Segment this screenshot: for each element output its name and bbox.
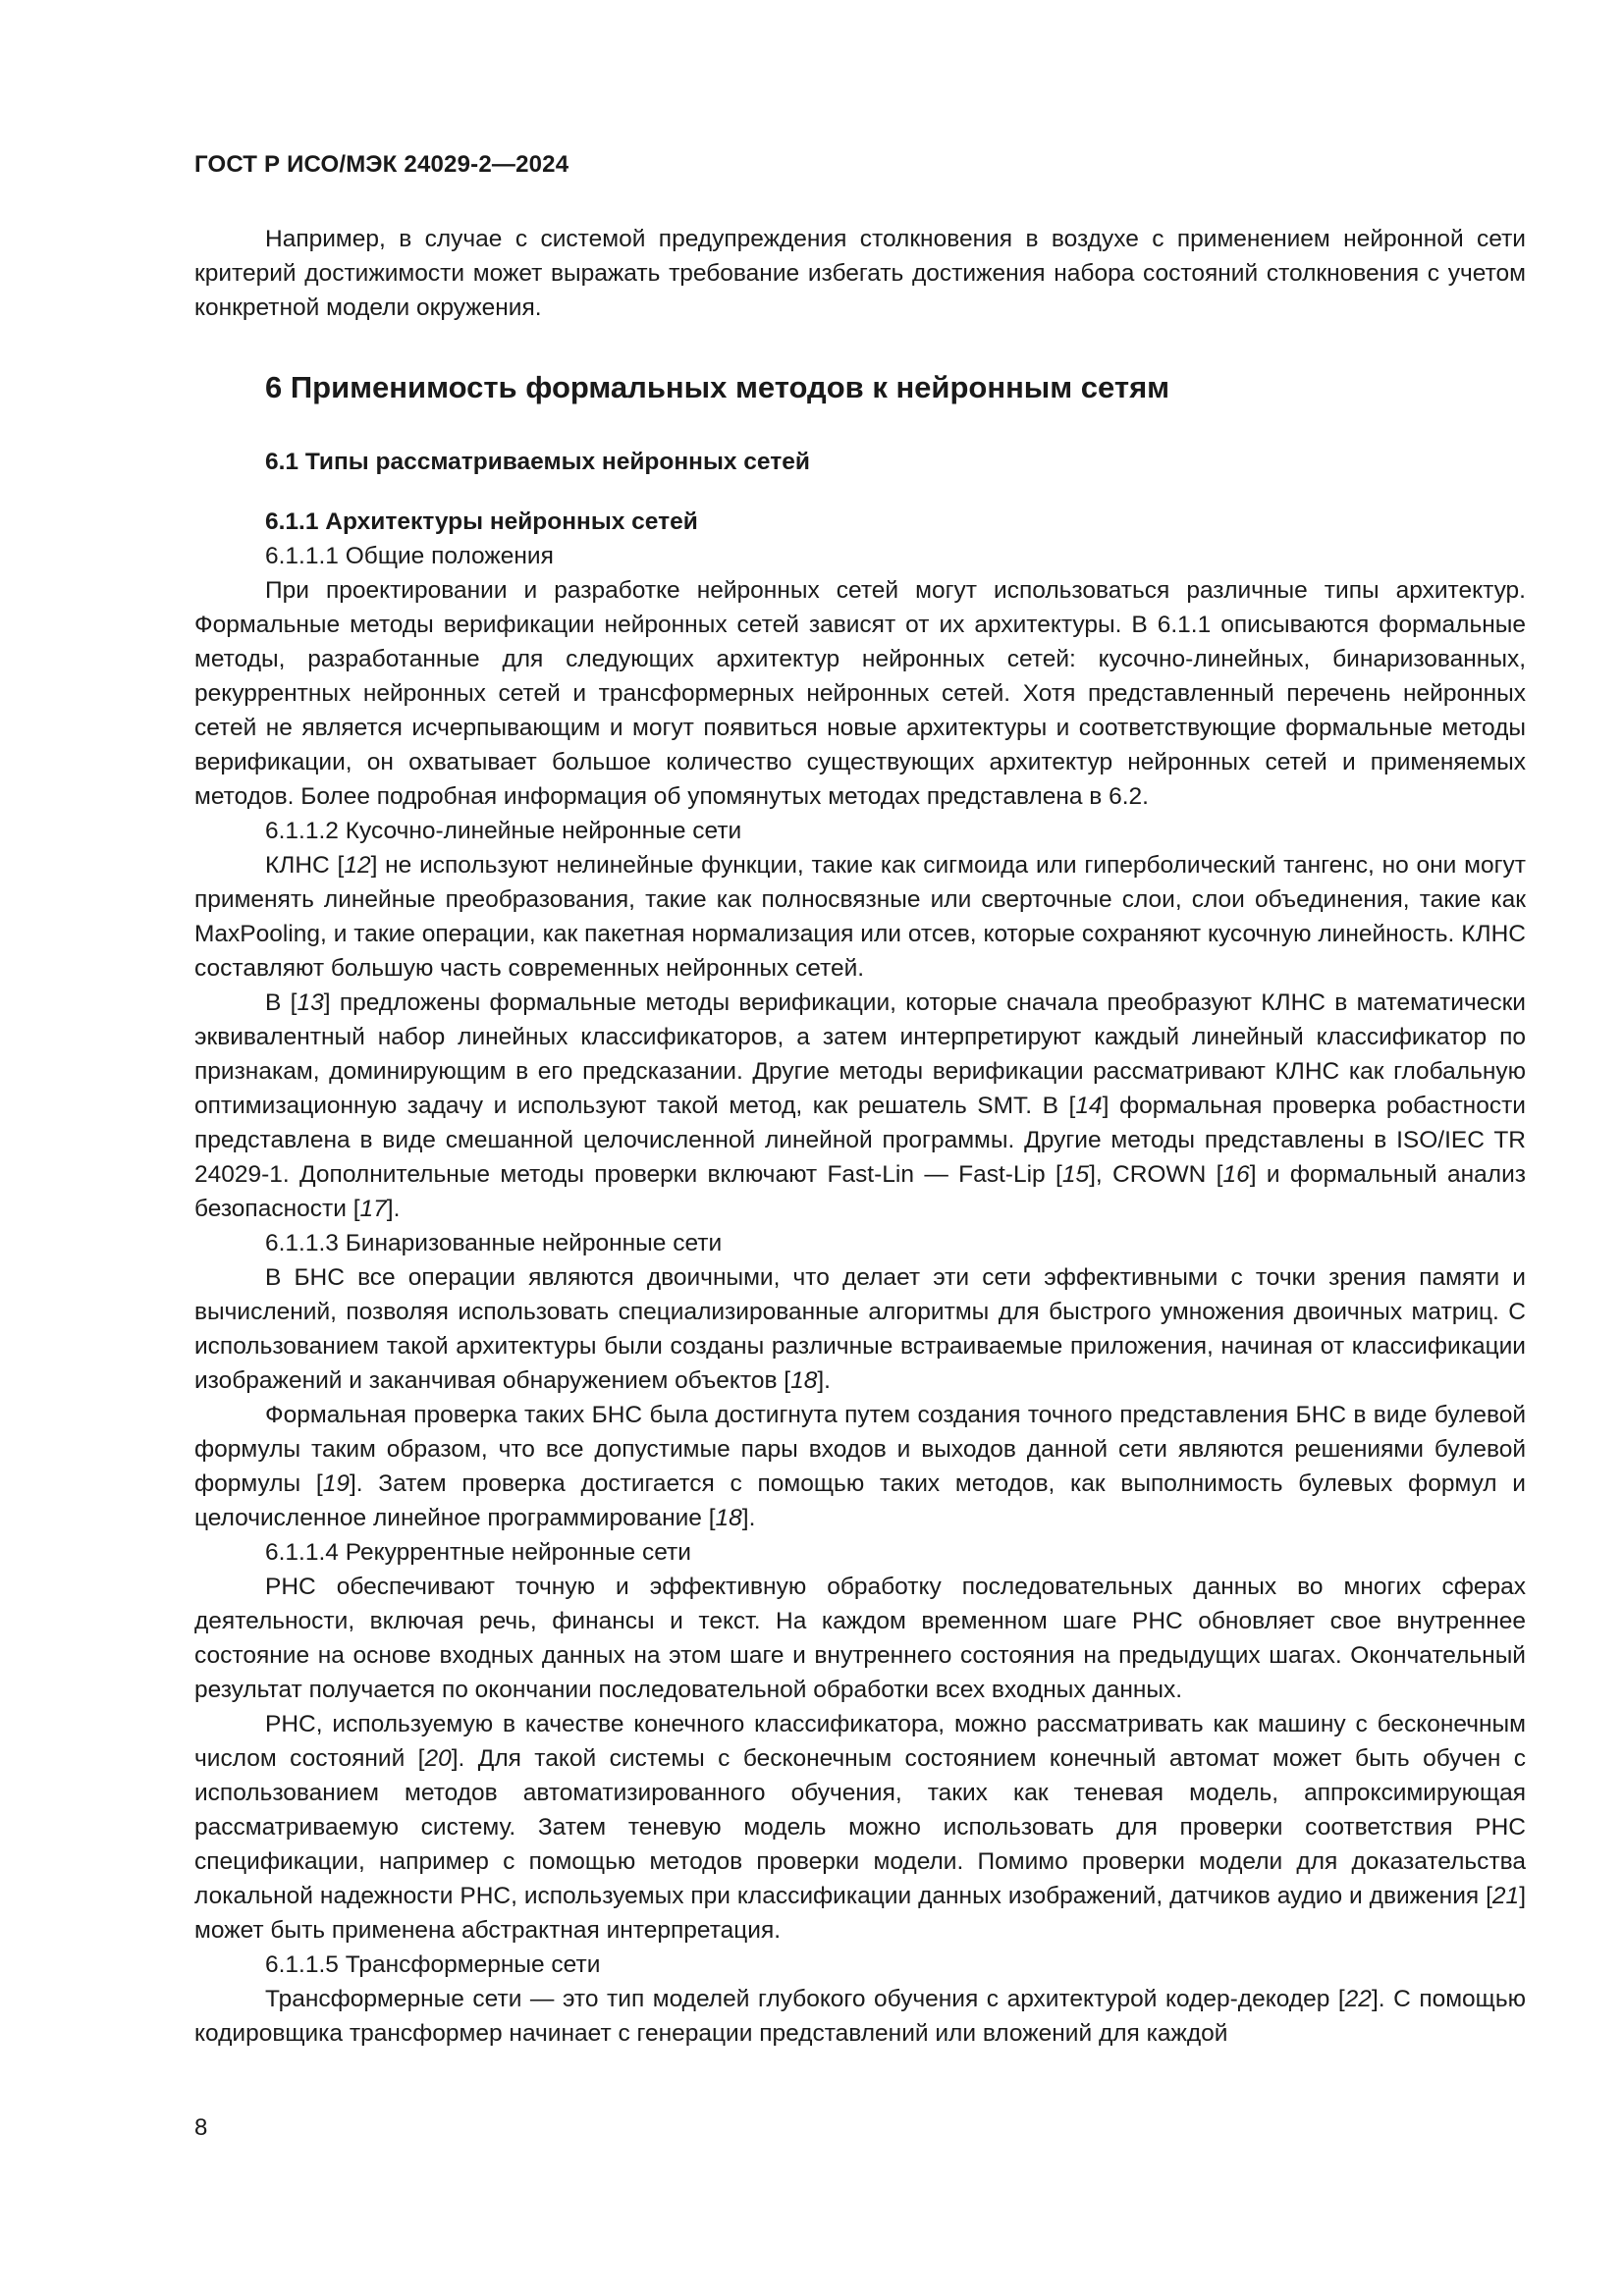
paragraph-text: Формальная проверка таких БНС была достигнута путем создания точного представления БНС в виде булевой формулы таким образом, что все допустимые пары входов и выходов данной сети являются решениями булевой формулы [	[194, 1402, 1526, 1497]
reference-number: 19	[322, 1470, 350, 1497]
clause-paragraph	[194, 986, 1526, 1226]
paragraph-text: ], CROWN [	[1089, 1161, 1223, 1188]
paragraph-text: При проектировании и разработке нейронных сетей могут использоваться различные типы архитектур. Формальные методы верификации нейронных сетей зависят от их архитектуры. В 6.1.1 описываются формальные методы, разработанные для следующих архитектур нейронных сетей: кусочно-линейных, бинаризованных, рекуррентных нейронных сетей и трансформерных нейронных сетей. Хотя представленный перечень нейронных сетей не является исчерпывающим и могут появиться новые архитектуры и соответствующие формальные методы верификации, он охватывает большое количество существующих архитектур нейронных сетей и применяемых методов. Более подробная информация об упомянутых методах представлена в 6.2.	[194, 577, 1526, 810]
paragraph-text: В [	[265, 989, 298, 1016]
clause-heading: 6.1.1.4 Рекуррентные нейронные сети	[265, 1539, 691, 1566]
paragraph-text: ] не используют нелинейные функции, такие как сигмоида или гиперболический тангенс, но они могут применять линейные преобразования, такие как полносвязные или сверточные слои, слои объединения, такие как MaxPooling, и такие операции, как пакетная нормализация или отсев, которые сохраняют кусочную линейность. КЛНС составляют большую часть современных нейронных сетей.	[194, 852, 1526, 982]
paragraph-text: ].	[817, 1367, 831, 1394]
clause-heading: 6.1.1.3 Бинаризованные нейронные сети	[265, 1230, 723, 1256]
paragraph-text: ] и формальный анализ безопасности [	[194, 1161, 1526, 1222]
subsubsection-title: 6.1.1 Архитектуры нейронных сетей	[265, 508, 698, 535]
clause-heading: 6.1.1.2 Кусочно-линейные нейронные сети	[265, 818, 742, 844]
paragraph-text: ] формальная проверка робастности представлена в виде смешанной целочисленной линейной программы. Другие методы представлены в ISO/IEC TR 24029-1. Дополнительные методы проверки включают Fast-Lin — Fast-Lip [	[194, 1093, 1526, 1188]
paragraph-text: ]. Затем проверка достигается с помощью таких методов, как выполнимость булевых формул и целочисленное линейное программирование [	[194, 1470, 1526, 1531]
section-title: 6 Применимость формальных методов к нейронным сетям	[265, 370, 1170, 404]
page-content	[194, 222, 1526, 2051]
paragraph-text: ]. Для такой системы с бесконечным состоянием конечный автомат может быть обучен с использованием методов автоматизированного обучения, таких как теневая модель, аппроксимирующая рассматриваемую систему. Затем теневую модель можно использовать для проверки соответствия РНС спецификации, например с помощью методов проверки модели. Помимо проверки модели для доказательства локальной надежности РНС, используемых при классификации данных изображений, датчиков аудио и движения [	[194, 1745, 1526, 1909]
paragraph-text: ] предложены формальные методы верификации, которые сначала преобразуют КЛНС в математически эквивалентный набор линейных классификаторов, а затем интерпретируют каждый линейный классификатор по признакам, доминирующим в его предсказании. Другие методы верификации рассматривают КЛНС как глобальную оптимизационную задачу и используют такой метод, как решатель SMT. В [	[194, 989, 1526, 1119]
reference-number: 17	[359, 1196, 387, 1222]
clause-paragraph	[194, 848, 1526, 986]
paragraph-text: ].	[386, 1196, 401, 1222]
clause-heading: 6.1.1.1 Общие положения	[265, 543, 554, 569]
reference-number: 21	[1491, 1883, 1520, 1909]
standard-header: ГОСТ Р ИСО/МЭК 24029-2—2024	[194, 151, 569, 178]
clause-paragraph	[194, 1398, 1526, 1535]
clause-list	[194, 539, 1526, 2051]
reference-number: 16	[1222, 1161, 1250, 1188]
clause-paragraph	[194, 1982, 1526, 2051]
clause-paragraph	[194, 573, 1526, 814]
reference-number: 13	[297, 989, 324, 1016]
subsection-title: 6.1 Типы рассматриваемых нейронных сетей	[265, 449, 810, 475]
paragraph-text: ]. С помощью кодировщика трансформер начинает с генерации представлений или вложений для каждой	[194, 1986, 1526, 2047]
intro-paragraph: Например, в случае с системой предупреждения столкновения в воздухе с применением нейронной сети критерий достижимости может выражать требование избегать достижения набора состояний столкновения с учетом конкретной модели окружения.	[194, 226, 1526, 321]
paragraph-text: Трансформерные сети — это тип моделей глубокого обучения с архитектурой кодер-декодер [	[265, 1986, 1345, 2012]
clause-heading: 6.1.1.5 Трансформерные сети	[265, 1951, 601, 1978]
clause-paragraph	[194, 1570, 1526, 1707]
reference-number: 12	[344, 852, 371, 879]
clause-paragraph	[194, 1260, 1526, 1398]
paragraph-text: РНС обеспечивают точную и эффективную обработку последовательных данных во многих сферах деятельности, включая речь, финансы и текст. На каждом временном шаге РНС обновляет свое внутреннее состояние на основе входных данных на этом шаге и внутреннего состояния на предыдущих шагах. Окончательный результат получается по окончании последовательной обработки всех входных данных.	[194, 1574, 1526, 1703]
reference-number: 14	[1075, 1093, 1103, 1119]
clause-paragraph	[194, 1707, 1526, 1948]
reference-number: 15	[1061, 1161, 1090, 1188]
paragraph-text: КЛНС [	[265, 852, 345, 879]
paragraph-text: ].	[741, 1505, 756, 1531]
paragraph-text: В БНС все операции являются двоичными, что делает эти сети эффективными с точки зрения памяти и вычислений, позволяя использовать специализированные алгоритмы для быстрого умножения двоичных матриц. С использованием такой архитектуры были созданы различные встраиваемые приложения, начиная от классификации изображений и заканчивая обнаружением объектов [	[194, 1264, 1526, 1394]
reference-number: 18	[715, 1505, 742, 1531]
page-number: 8	[194, 2114, 208, 2141]
paragraph-text: РНС, используемую в качестве конечного классификатора, можно рассматривать как машину с бесконечным числом состояний [	[194, 1711, 1526, 1772]
reference-number: 22	[1344, 1986, 1372, 2012]
reference-number: 20	[424, 1745, 452, 1772]
paragraph-text: ] может быть применена абстрактная интерпретация.	[194, 1883, 1526, 1944]
reference-number: 18	[790, 1367, 818, 1394]
